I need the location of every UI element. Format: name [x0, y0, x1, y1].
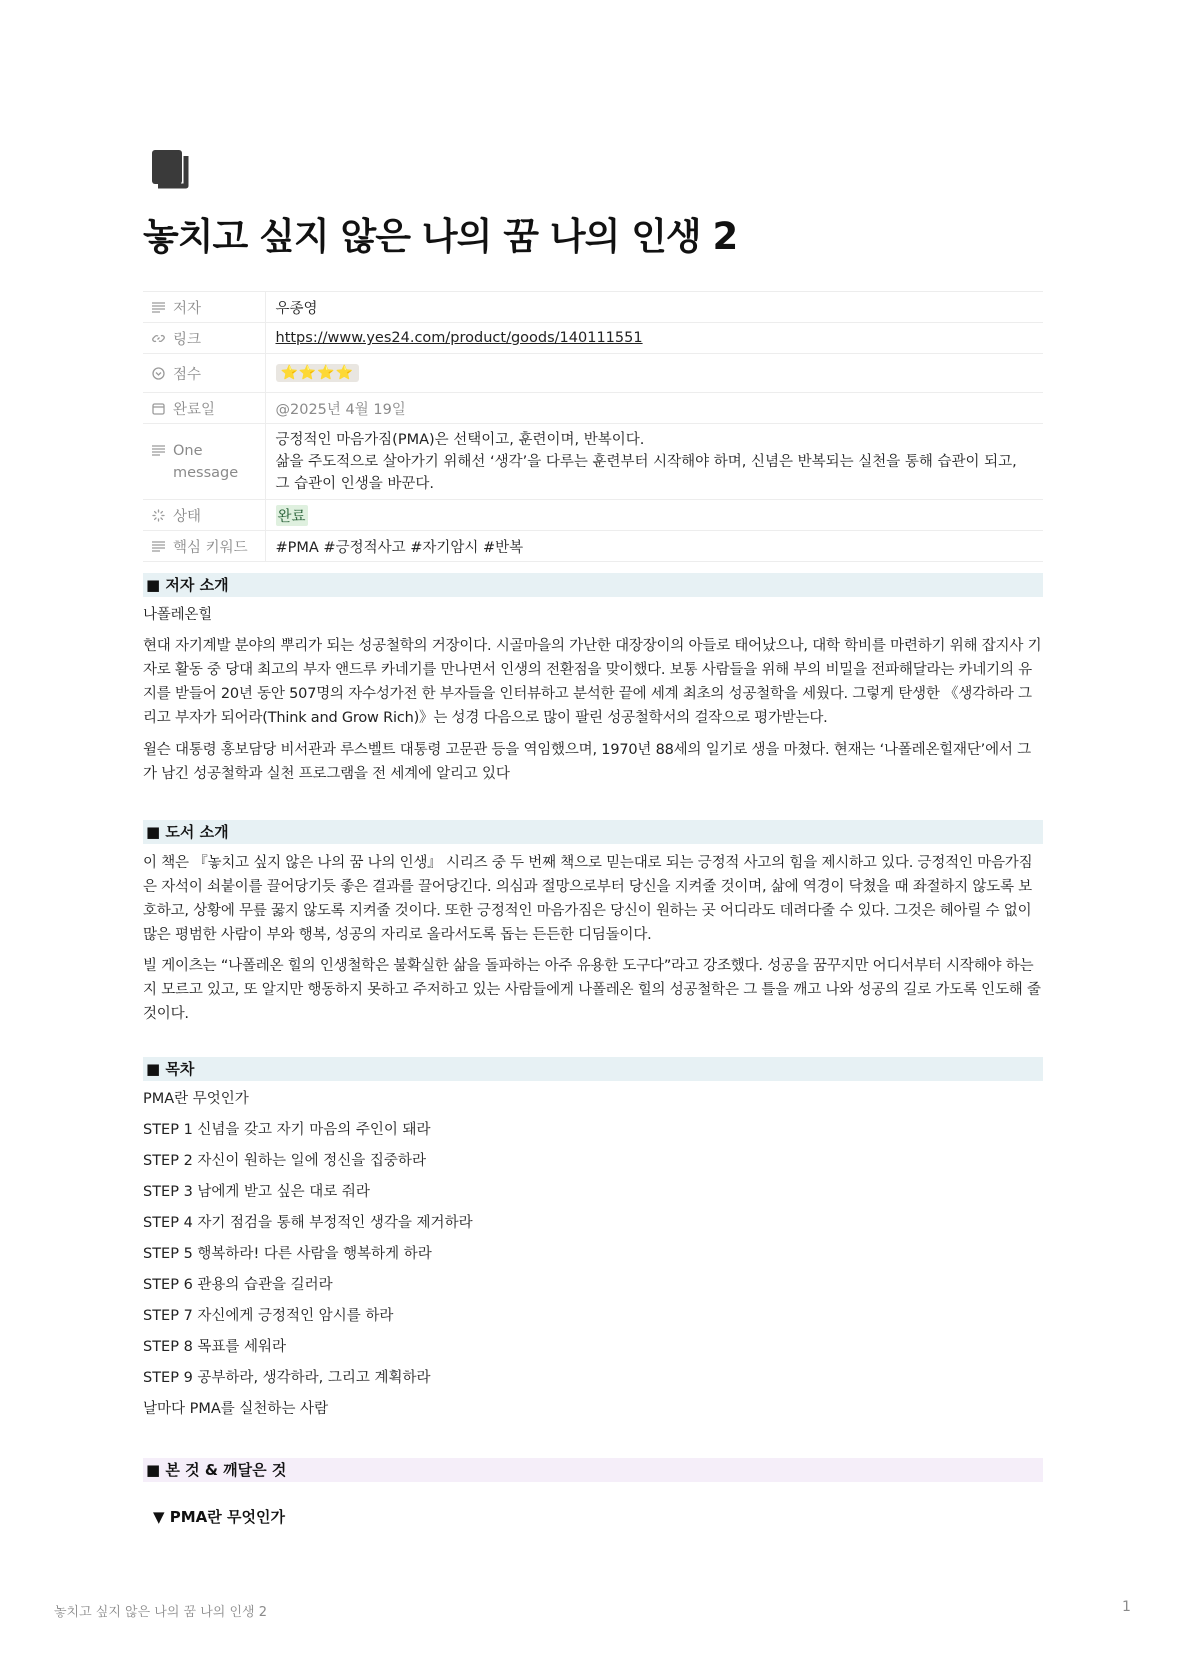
book-intro-paragraph: 이 책은 『놓치고 싶지 않은 나의 꿈 나의 인생』 시리즈 중 두 번째 책으로 믿는대로 되는 긍정적 사고의 힘을 제시하고 있다. 긍정적인 마음가짐은 자석이 쇠붙이를 끌어당기듯 좋은 결과를 끌어당긴다. 의심과 절망으로부터 당신을 지켜줄 것이며, 삶에 역경이 닥쳤을 때 좌절하지 않도록 보호하고, 상황에 무릎 꿇지 않도록 지켜줄 것이다. 또한 긍정적인 마음가짐은 당신이 원하는 곳 어디라도 데려다줄 수 있다. 그것은 헤아릴 수 없이 많은 평범한 사람이 부와 행복, 성공의 자리로 올라서도록 돕는 든든한 디딤돌이다. [143, 855, 1033, 943]
insights-section-heading: ■ 본 것 & 깨달은 것 [143, 1458, 1043, 1482]
property-row-author [143, 292, 1043, 323]
toc-item: STEP 5 행복하라! 다른 사람을 행복하게 하라 [143, 1246, 432, 1262]
score-stars[interactable]: ⭐⭐⭐⭐ [276, 364, 360, 382]
property-key: 저자 [173, 300, 202, 317]
text-lines-icon [152, 445, 165, 456]
select-icon [152, 367, 165, 380]
completion-date[interactable]: @2025년 4월 19일 [275, 401, 406, 418]
property-key: 링크 [173, 331, 202, 348]
toc-item: STEP 9 공부하라, 생각하라, 그리고 계획하라 [143, 1370, 431, 1386]
toc-item: STEP 3 남에게 받고 싶은 대로 줘라 [143, 1184, 370, 1200]
toc-item: STEP 7 자신에게 긍정적인 암시를 하라 [143, 1308, 394, 1324]
properties-table [143, 291, 1043, 562]
link-icon [152, 332, 165, 345]
author-section-heading: ■ 저자 소개 [143, 573, 1043, 597]
toc-item: PMA란 무엇인가 [143, 1091, 249, 1107]
property-row-date [143, 393, 1043, 424]
property-row-score [143, 354, 1043, 393]
book-icon [152, 150, 192, 194]
property-row-link [143, 323, 1043, 354]
toc-item: STEP 6 관용의 습관을 길러라 [143, 1277, 333, 1293]
message-line: 그 습관이 인생을 바꾼다. [275, 475, 435, 492]
page-number: 1 [1122, 1599, 1131, 1615]
link-value[interactable]: https://www.yes24.com/product/goods/140111551 [275, 330, 643, 346]
calendar-icon [152, 402, 165, 415]
toc-item: STEP 1 신념을 갖고 자기 마음의 주인이 돼라 [143, 1122, 431, 1138]
property-key: 점수 [173, 366, 202, 383]
author-name: 나폴레온힐 [143, 607, 213, 623]
message-line: 삶을 주도적으로 살아가기 위해선 ‘생각’을 다루는 훈련부터 시작해야 하며, 신념은 반복되는 실천을 통해 습관이 되고, [275, 453, 1017, 470]
toc-section-heading: ■ 목차 [143, 1057, 1043, 1081]
toc-item: STEP 8 목표를 세워라 [143, 1339, 287, 1355]
toggle-pma[interactable]: ▼ PMA란 무엇인가 [153, 1508, 285, 1526]
author-bio-paragraph: 윌슨 대통령 홍보담당 비서관과 루스벨트 대통령 고문관 등을 역임했으며, 1970년 88세의 일기로 생을 마쳤다. 현재는 ‘나폴레온힐재단’에서 그가 남긴 성공철학과 실천 프로그램을 전 세계에 알리고 있다 [143, 742, 1031, 782]
message-line: 긍정적인 마음가짐(PMA)은 선택이고, 훈련이며, 반복이다. [275, 431, 645, 448]
text-lines-icon [152, 541, 165, 552]
text-lines-icon [152, 302, 165, 313]
property-row-keywords [143, 531, 1043, 562]
footer-title: 놓치고 싶지 않은 나의 꿈 나의 인생 2 [54, 1605, 268, 1620]
status-badge[interactable]: 완료 [276, 505, 308, 526]
page-title: 놓치고 싶지 않은 나의 꿈 나의 인생 2 [143, 215, 738, 258]
one-message-value[interactable] [265, 424, 1043, 500]
toc-item: 날마다 PMA를 실천하는 사람 [143, 1401, 329, 1417]
property-key: 상태 [173, 508, 202, 525]
author-bio-paragraph: 현대 자기계발 분야의 뿌리가 되는 성공철학의 거장이다. 시골마을의 가난한 대장장이의 아들로 태어났으나, 대학 학비를 마련하기 위해 잡지사 기자로 활동 중 당대 최고의 부자 앤드루 카네기를 만나면서 인생의 전환점을 맞이했다. 보통 사람들을 위해 부의 비밀을 전파해달라는 카네기의 유지를 받들어 20년 동안 507명의 자수성가전 한 부자들을 인터뷰하고 분석한 끝에 세계 최초의 성공철학을 세웠다. 그렇게 탄생한 《생각하라 그리고 부자가 되어라(Think and Grow Rich)》는 성경 다음으로 많이 팔린 성공철학서의 걸작으로 평가받는다. [143, 638, 1042, 726]
toc-item: STEP 4 자기 점검을 통해 부정적인 생각을 제거하라 [143, 1215, 473, 1231]
property-key: One message [173, 442, 239, 481]
keywords-value[interactable]: #PMA #긍정적사고 #자기암시 #반복 [265, 531, 1043, 562]
book-section-heading: ■ 도서 소개 [143, 820, 1043, 844]
property-row-status [143, 500, 1043, 531]
toc-item: STEP 2 자신이 원하는 일에 정신을 집중하라 [143, 1153, 426, 1169]
author-value[interactable]: 우종영 [265, 292, 1043, 323]
property-row-message [143, 424, 1043, 500]
book-intro-paragraph: 빌 게이츠는 “나폴레온 힐의 인생철학은 불확실한 삶을 돌파하는 아주 유용한 도구다”라고 강조했다. 성공을 꿈꾸지만 어디서부터 시작해야 하는지 모르고 있고, 또 알지만 행동하지 못하고 주저하고 있는 사람들에게 나폴레온 힐의 성공철학은 그 틀을 깨고 나와 성공의 길로 가도록 인도해 줄 것이다. [143, 958, 1041, 1022]
status-spinner-icon [152, 509, 165, 522]
property-key: 완료일 [173, 401, 216, 418]
property-key: 핵심 키워드 [173, 539, 248, 556]
